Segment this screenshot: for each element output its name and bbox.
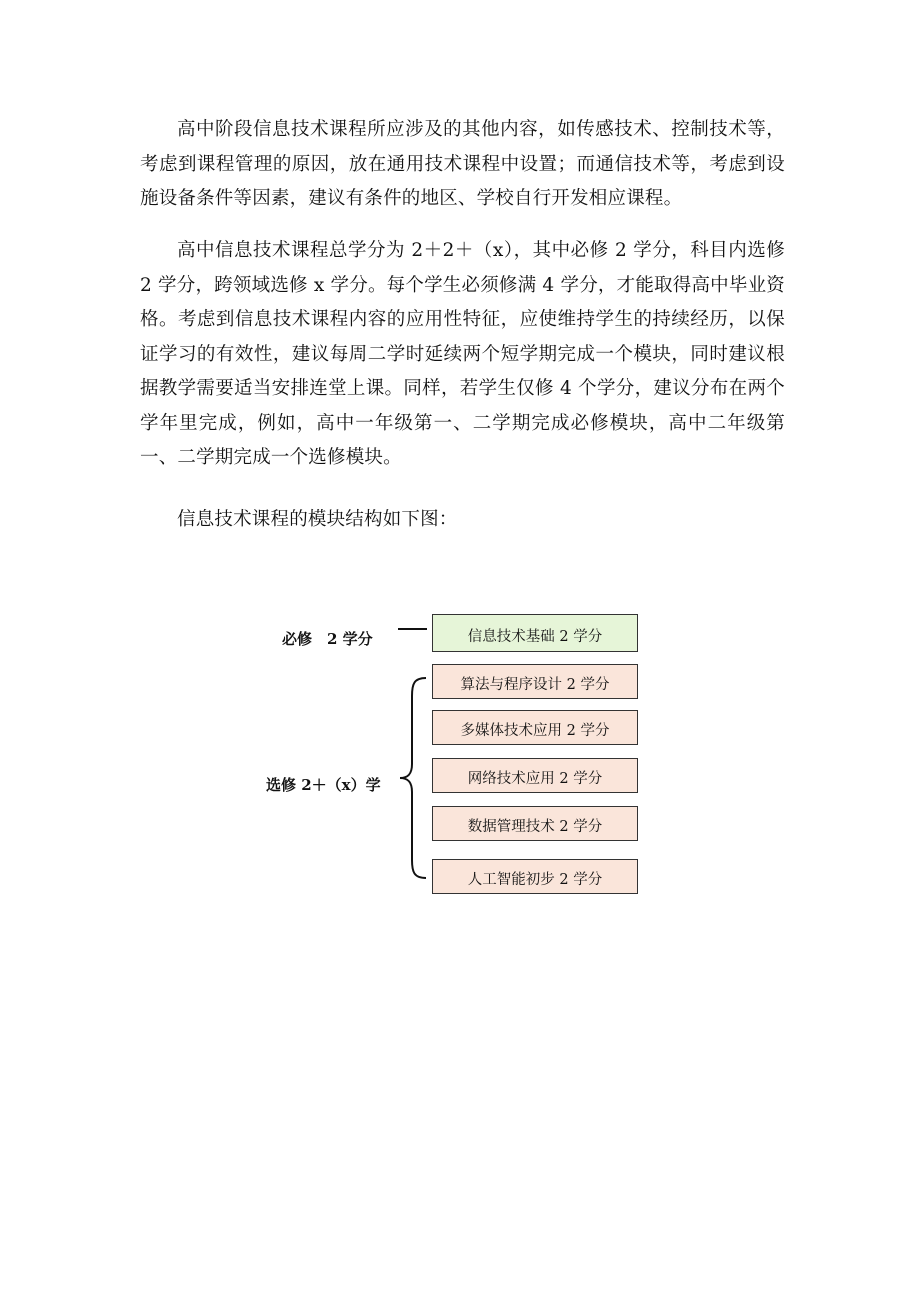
module-box-elective: 数据管理技术 2 学分	[432, 806, 638, 841]
elective-label: 选修 2＋（x）学	[266, 776, 381, 794]
required-label: 必修 2 学分	[282, 630, 373, 648]
paragraph-diagram-intro: 信息技术课程的模块结构如下图：	[177, 509, 458, 530]
module-box-required: 信息技术基础 2 学分	[432, 614, 638, 652]
module-box-elective: 算法与程序设计 2 学分	[432, 664, 638, 699]
elective-brace	[398, 676, 430, 880]
paragraph-other-content: 高中阶段信息技术课程所应涉及的其他内容，如传感技术、控制技术等，考虑到课程管理的原因，放在通用技术课程中设置；而通信技术等，考虑到设施设备条件等因素，建议有条件的地区、学校自行开发相应课程。	[140, 119, 785, 209]
paragraph-credits: 高中信息技术课程总学分为 2＋2＋（x），其中必修 2 学分，科目内选修 2 学分，跨领域选修 x 学分。每个学生必须修满 4 学分，才能取得高中毕业资格。考虑到信息技术课程内容的应用性特征，应使维持学生的持续经历，以保证学习的有效性，建议每周二学时延续两个短学期完成一个模块，同时建议根据教学需要适当安排连堂上课。同样，若学生仅修 4 个学分，建议分布在两个学年里完成，例如，高中一年级第一、二学期完成必修模块，高中二年级第一、二学期完成一个选修模块。	[140, 240, 785, 468]
module-box-elective: 多媒体技术应用 2 学分	[432, 710, 638, 745]
module-box-elective: 网络技术应用 2 学分	[432, 758, 638, 793]
required-connector-line	[398, 628, 427, 630]
module-box-elective: 人工智能初步 2 学分	[432, 859, 638, 894]
